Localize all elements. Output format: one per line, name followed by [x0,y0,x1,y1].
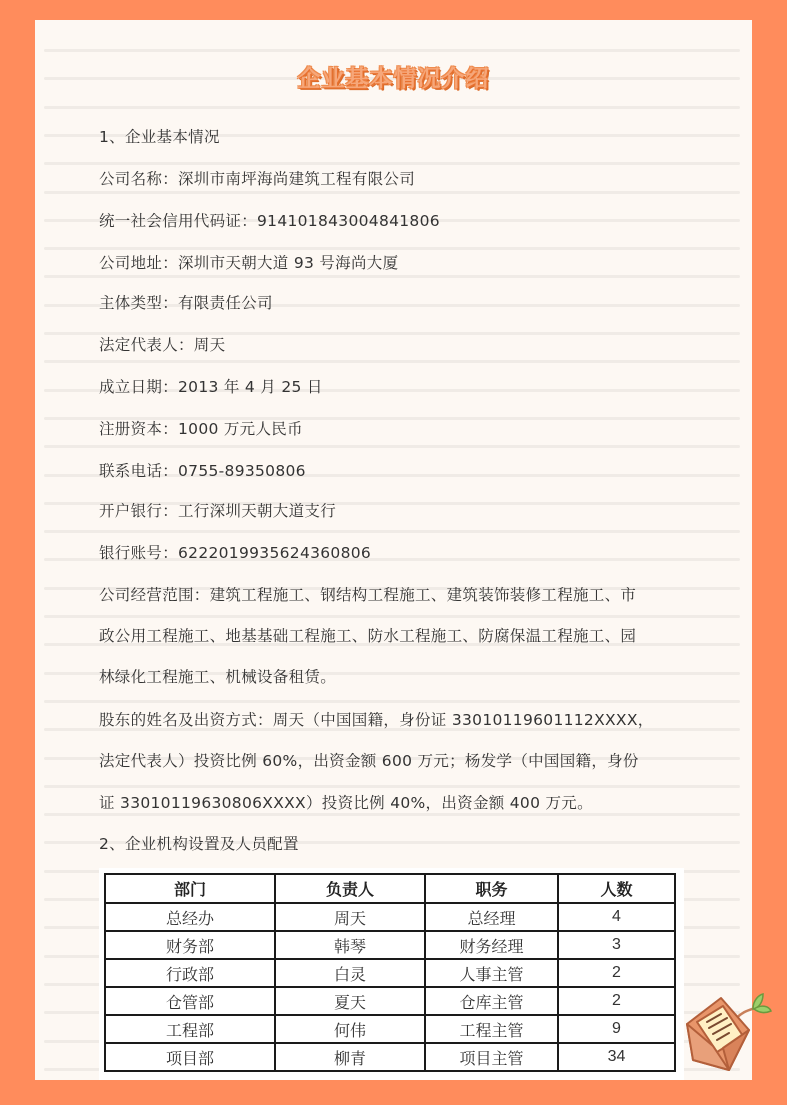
cell-department: 仓管部 [105,987,275,1015]
field-bank-account: 银行账号：6222019935624360806 [99,544,372,562]
page-title: 企业基本情况介绍 [297,66,490,92]
ruled-line [44,162,740,165]
cell-manager: 柳青 [275,1043,425,1071]
section-heading-1: 1、企业基本情况 [99,128,220,146]
table-row [105,1015,675,1043]
cell-position: 财务经理 [425,931,558,959]
cell-position: 项目主管 [425,1043,558,1071]
field-address: 公司地址：深圳市天朝大道 93 号海尚大厦 [99,254,399,272]
header-department: 部门 [105,874,275,903]
ruled-line [44,247,740,250]
ruled-line [44,700,740,703]
ruled-line [44,785,740,788]
section-heading-2: 2、企业机构设置及人员配置 [99,835,299,853]
cell-headcount: 4 [558,903,675,931]
field-phone: 联系电话：0755-89350806 [99,462,306,480]
business-scope-line-2: 政公用工程施工、地基基础工程施工、防水工程施工、防腐保温工程施工、园 [99,627,637,645]
field-legal-rep: 法定代表人：周天 [99,336,226,354]
ruled-line [44,445,740,448]
cell-position: 总经理 [425,903,558,931]
ruled-line [44,360,740,363]
cell-department: 项目部 [105,1043,275,1071]
cell-headcount: 2 [558,959,675,987]
header-headcount: 人数 [558,874,675,903]
shareholders-line-3: 证 33010119630806XXXX）投资比例 40%，出资金额 400 万元。 [99,794,593,812]
table-row [105,987,675,1015]
cell-manager: 何伟 [275,1015,425,1043]
cell-department: 财务部 [105,931,275,959]
header-manager: 负责人 [275,874,425,903]
table-row [105,931,675,959]
business-scope-line-1: 公司经营范围：建筑工程施工、钢结构工程施工、建筑装饰装修工程施工、市 [99,586,637,604]
staff-table [104,873,676,1072]
table-row [105,903,675,931]
ruled-line [44,530,740,533]
cell-manager: 周天 [275,903,425,931]
header-position: 职务 [425,874,558,903]
paper-sheet [35,20,752,1080]
cell-position: 工程主管 [425,1015,558,1043]
business-scope-line-3: 林绿化工程施工、机械设备租赁。 [99,668,337,686]
ruled-line [44,615,740,618]
table-row [105,1043,675,1071]
cell-headcount: 2 [558,987,675,1015]
shareholders-line-1: 股东的姓名及出资方式：周天（中国国籍，身份证 33010119601112XXXX， [99,711,654,729]
cell-position: 人事主管 [425,959,558,987]
cell-headcount: 9 [558,1015,675,1043]
cell-manager: 韩琴 [275,931,425,959]
ruled-line [44,191,740,194]
cell-manager: 夏天 [275,987,425,1015]
ruled-line [44,813,740,816]
cell-department: 工程部 [105,1015,275,1043]
staff-table-container [99,868,684,1080]
ruled-line [44,49,740,52]
ruled-line [44,106,740,109]
field-entity-type: 主体类型：有限责任公司 [99,294,273,312]
envelope-letter-with-sprout-icon [683,990,773,1080]
cell-headcount: 34 [558,1043,675,1071]
field-bank: 开户银行：工行深圳天朝大道支行 [99,502,337,520]
field-credit-code: 统一社会信用代码证：914101843004841806 [99,212,440,230]
field-founded-date: 成立日期：2013 年 4 月 25 日 [99,378,323,396]
table-header-row [105,874,675,903]
cell-department: 总经办 [105,903,275,931]
shareholders-line-2: 法定代表人）投资比例 60%，出资金额 600 万元；杨发学（中国国籍，身份 [99,752,639,770]
field-company-name: 公司名称：深圳市南坪海尚建筑工程有限公司 [99,170,416,188]
cell-headcount: 3 [558,931,675,959]
cell-position: 仓库主管 [425,987,558,1015]
ruled-line [44,275,740,278]
field-registered-capital: 注册资本：1000 万元人民币 [99,420,303,438]
table-row [105,959,675,987]
cell-department: 行政部 [105,959,275,987]
cell-manager: 白灵 [275,959,425,987]
